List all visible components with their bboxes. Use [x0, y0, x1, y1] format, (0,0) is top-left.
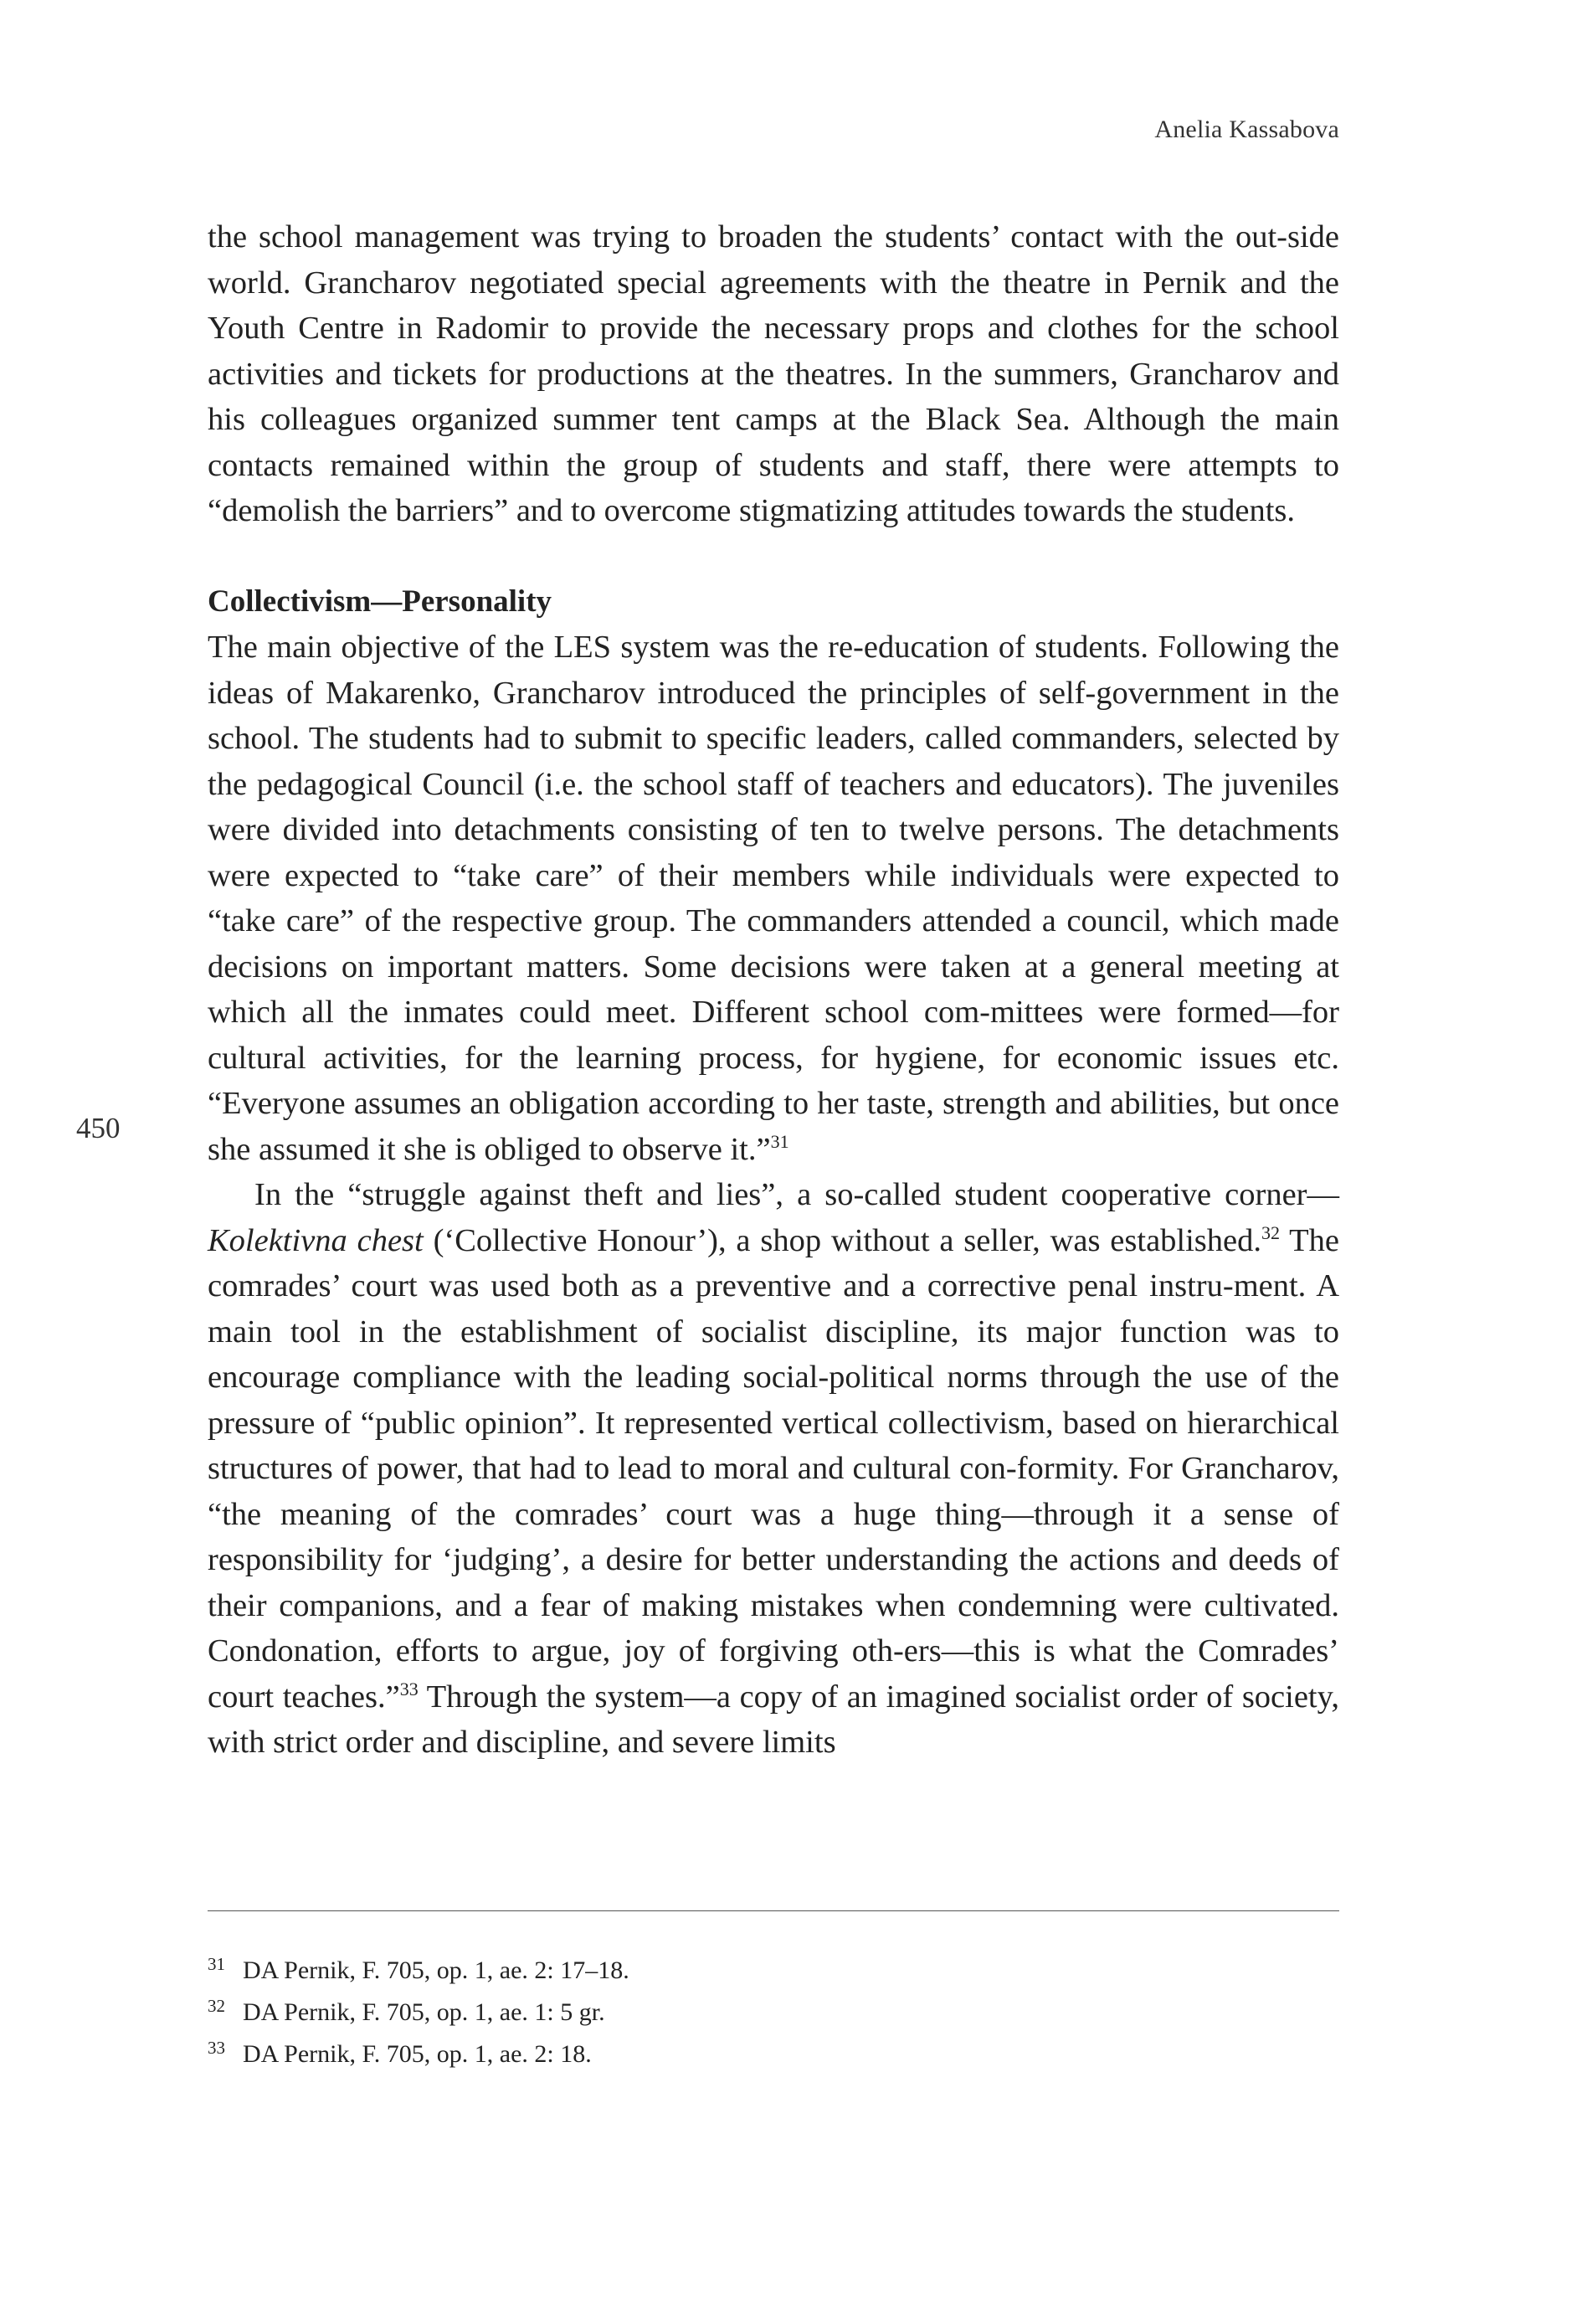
footnote-number: 33	[208, 2038, 225, 2058]
footnote-divider	[208, 1910, 1339, 1911]
paragraph-1: the school management was trying to broaden the students’ contact with the out-side world. Grancharov negotiated special agreements with the theatre in Pernik and the Youth Centre in Radomir to provide the necessary props and clothes for the school activities and tickets for productions at the theatres. In the summers, Grancharov and his colleagues organized summer tent camps at the Black Sea. Although the main contacts remained within the group of students and staff, there were attempts to “demolish the barriers” and to overcome stigmatizing attitudes towards the students.	[208, 219, 1339, 528]
paragraph-spacer	[208, 534, 1339, 579]
paragraph-3-italic-term: Kolektivna chest	[208, 1222, 424, 1258]
footnote-number: 31	[208, 1954, 225, 1974]
paragraph-3	[208, 1172, 1339, 1766]
footnote-text: DA Pernik, F. 705, op. 1, ae. 1: 5 gr.	[243, 1998, 605, 2026]
footnote-33	[208, 2034, 1339, 2076]
paragraph-3-text-d: Through the system—a copy of an imagined socialist order of society, with strict order and discipline, and severe limits	[208, 1679, 1339, 1760]
footnote-ref-32[interactable]: 32	[1261, 1221, 1280, 1243]
footnote-text: DA Pernik, F. 705, op. 1, ae. 2: 17–18.	[243, 1956, 629, 1984]
footnote-text: DA Pernik, F. 705, op. 1, ae. 2: 18.	[243, 2040, 592, 2068]
footnote-31	[208, 1951, 1339, 1992]
footnote-32	[208, 1992, 1339, 2034]
footnotes	[208, 1951, 1339, 2076]
paragraph-2-text: The main objective of the LES system was the re-education of students. Following the ideas of Makarenko, Grancharov introduced the principles of self-government in the school. The students had to submit to specific leaders, called commanders, selected by the pedagogical Council (i.e. the school staff of teachers and educators). The juveniles were divided into detachments consisting of ten to twelve persons. The detachments were expected to “take care” of their members while individuals were expected to “take care” of the respective group. The commanders attended a council, which made decisions on important matters. Some decisions were taken at a general meeting at which all the inmates could meet. Different school com-mittees were formed—for cultural activities, for the learning process, for hygiene, for economic issues etc. “Everyone assumes an obligation according to her taste, strength and abilities, but once she assumed it she is obliged to observe it.”	[208, 630, 1339, 1167]
paragraph-2	[208, 625, 1339, 1172]
running-head: Anelia Kassabova	[1154, 116, 1339, 143]
main-text	[208, 214, 1339, 1766]
page-number: 450	[76, 1112, 121, 1144]
footnote-number: 32	[208, 1996, 225, 2016]
paragraph-3-text-a: In the “struggle against theft and lies”, a so-called student cooperative corner—	[254, 1177, 1339, 1212]
section-heading: Collectivism—Personality	[208, 584, 552, 619]
footnote-ref-31[interactable]: 31	[770, 1130, 789, 1152]
paragraph-3-text-b: (‘Collective Honour’), a shop without a seller, was established.	[423, 1222, 1261, 1258]
footnote-ref-33[interactable]: 33	[399, 1678, 419, 1699]
paragraph-3-text-c: The comrades’ court was used both as a preventive and a corrective penal instru-ment. A main tool in the establishment of socialist discipline, its major function was to encourage compliance with the leading social-political norms through the use of the pressure of “public opinion”. It represented vertical collectivism, based on hierarchical structures of power, that had to lead to moral and cultural con-formity. For Grancharov, “the meaning of the comrades’ court was a huge thing—through it a sense of responsibility for ‘judging’, a desire for better understanding the actions and deeds of their companions, and a fear of making mistakes when condemning were cultivated. Condonation, efforts to argue, joy of forgiving oth-ers—this is what the Comrades’ court teaches.”	[208, 1222, 1339, 1715]
